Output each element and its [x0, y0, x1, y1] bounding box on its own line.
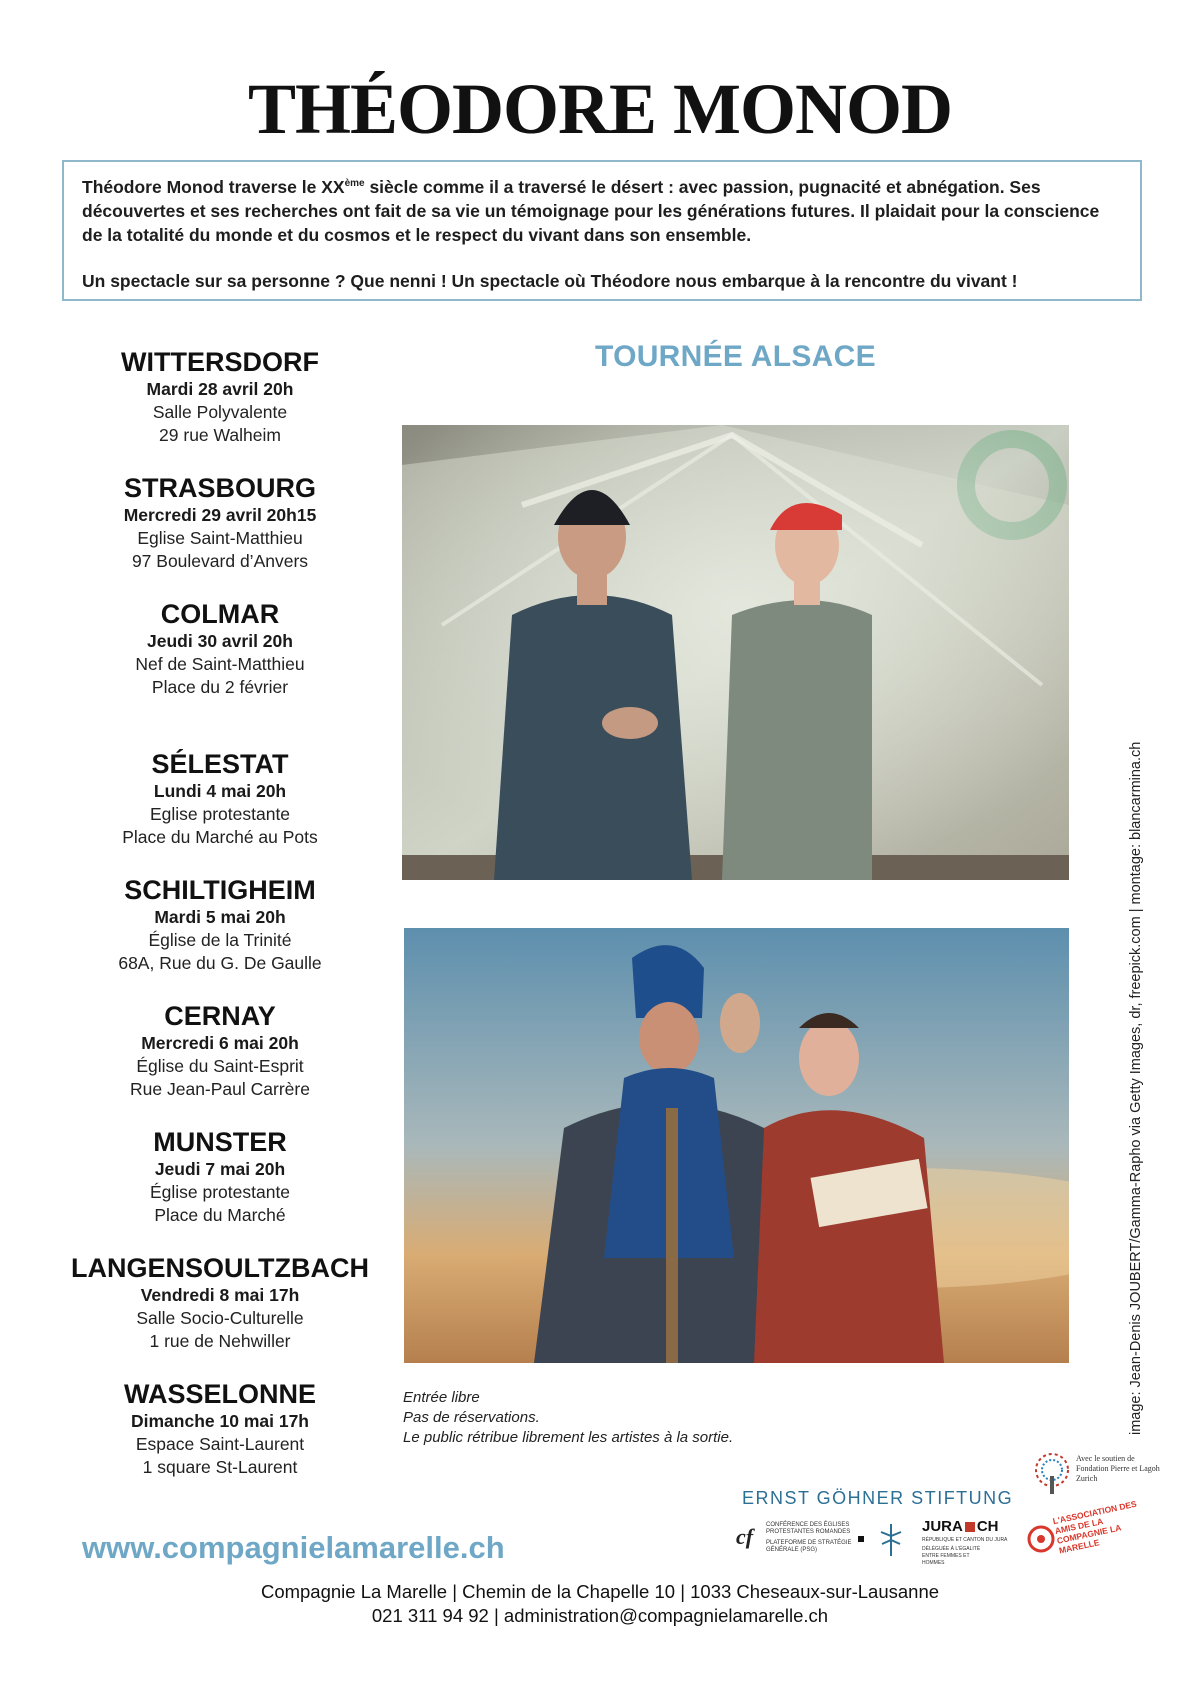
venue-cernay: CERNAY Mercredi 6 mai 20h Église du Saint-Esprit Rue Jean-Paul Carrère: [130, 1001, 310, 1099]
note-no-booking: Pas de réservations.: [403, 1409, 540, 1426]
photo-actors-desert: [404, 928, 1069, 1363]
tour-title: TOURNÉE ALSACE: [595, 340, 876, 373]
jura-emblem-icon: [876, 1522, 906, 1558]
support-text: Avec le soutien de Fondation Pierre et Lagoh Zurich: [1076, 1454, 1160, 1483]
venue-langensoultzbach: LANGENSOULTZBACH Vendredi 8 mai 17h Salle Socio-Culturelle 1 rue de Nehwiller: [71, 1253, 369, 1351]
photo-credit: image: Jean-Denis JOUBERT/Gamma-Rapho via Getty Images, dr, freepick.com | montage: blancarmina.ch: [1128, 741, 1144, 1435]
website-link[interactable]: www.compagnielamarelle.ch: [82, 1530, 505, 1565]
sponsor-ernst-gohner: ERNST GÖHNER STIFTUNG: [742, 1488, 1014, 1508]
note-donation: Le public rétribue librement les artistes à la sortie.: [403, 1429, 734, 1446]
tree-icon: [1028, 1450, 1076, 1498]
page-title: THÉODORE MONOD: [247, 69, 953, 149]
photo-actors-tent: [402, 425, 1069, 880]
note-free-entry: Entrée libre: [403, 1389, 480, 1406]
footer: [0, 1580, 1200, 1628]
venue-colmar: COLMAR Jeudi 30 avril 20h Nef de Saint-Matthieu Place du 2 février: [135, 599, 305, 697]
association-text: L'ASSOCIATION DES AMIS DE LA COMPAGNIE LA MARELLE: [1051, 1498, 1138, 1556]
venue-selestat: SÉLESTAT Lundi 4 mai 20h Eglise protestante Place du Marché au Pots: [122, 749, 318, 847]
venue-strasbourg: STRASBOURG Mercredi 29 avril 20h15 Eglise Saint-Matthieu 97 Boulevard d’Anvers: [123, 473, 317, 571]
sponsor-support-logo: [1028, 1450, 1168, 1510]
intro-paragraph-1: Théodore Monod traverse le XXème siècle comme il a traversé le désert : avec passion, pugnacité et abnégation. Ses découvertes et ses recherches ont fait de sa vie un témoignage pour les générations futures. Il plaidait pour la conscience de la totalité du monde et du cosmos et le respect du vivant dans son ensemble.: [82, 176, 1100, 245]
venue-wasselonne: WASSELONNE Dimanche 10 mai 17h Espace Saint-Laurent 1 square St-Laurent: [123, 1379, 317, 1477]
psg-mark-icon: cf: [736, 1524, 754, 1549]
separator-dot: [858, 1536, 864, 1542]
intro-box: [62, 160, 1142, 301]
venue-munster: MUNSTER Jeudi 7 mai 20h Église protestante Place du Marché: [149, 1127, 291, 1225]
sponsor-jura-logo: JURA CH RÉPUBLIQUE ET CANTON DU JURA DÉLÉGUÉE À L'ÉGALITÉ ENTRE FEMMES ET HOMMES: [876, 1518, 1016, 1562]
photo-actors-desert-image: [404, 928, 1069, 1363]
association-circle-icon: [1026, 1524, 1056, 1554]
intro-paragraph-2: Un spectacle sur sa personne ? Que nenni ! Un spectacle où Théodore nous embarque à la rencontre du vivant !: [82, 270, 1018, 291]
venue-wittersdorf: WITTERSDORF Mardi 28 avril 20h Salle Polyvalente 29 rue Walheim: [121, 347, 319, 445]
footer-address: Compagnie La Marelle | Chemin de la Chapelle 10 | 1033 Cheseaux-sur-Lausanne: [260, 1581, 940, 1602]
photo-actors-tent-image: [402, 425, 1069, 880]
venue-schiltigheim: SCHILTIGHEIM Mardi 5 mai 20h Église de la Trinité 68A, Rue du G. De Gaulle: [118, 875, 322, 973]
jura-wordmark: JURA CH: [922, 1518, 999, 1535]
sponsor-psg-logo: cf CONFÉRENCE DES ÉGLISES PROTESTANTES ROMANDES PLATEFORME DE STRATÉGIE GÉNÉRALE (PSG): [736, 1522, 852, 1553]
footer-contact: 021 311 94 92 | administration@compagnielamarelle.ch: [371, 1605, 829, 1626]
sponsor-association-logo: [1026, 1498, 1156, 1562]
event-notes: [403, 1388, 733, 1448]
